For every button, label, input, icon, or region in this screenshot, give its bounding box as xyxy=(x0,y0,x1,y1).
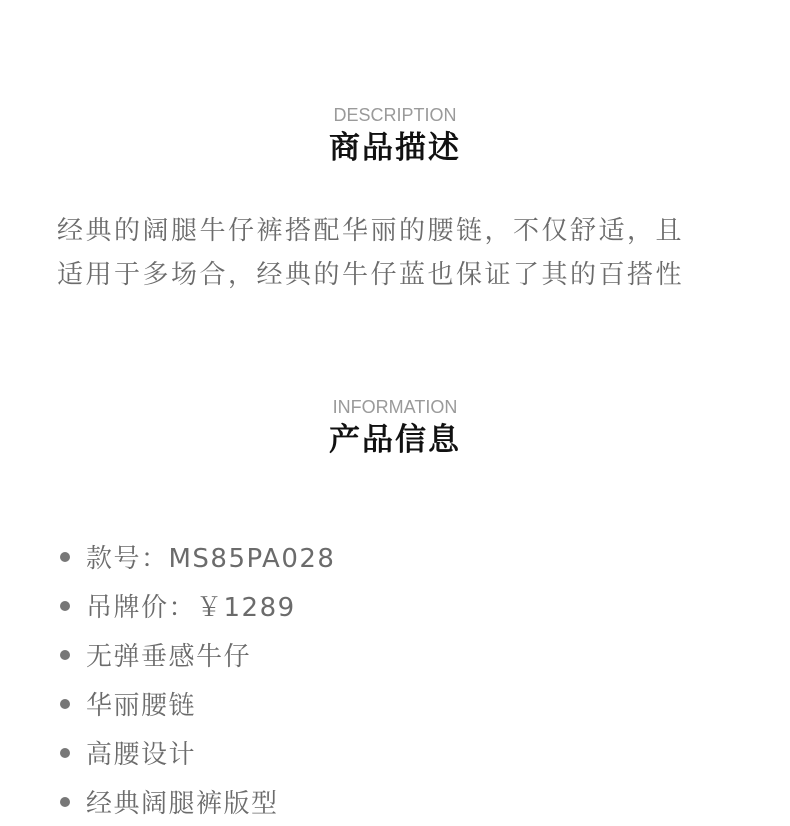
description-header xyxy=(0,104,790,168)
description-line-1: 经典的阔腿牛仔裤搭配华丽的腰链，不仅舒适，且 xyxy=(57,216,685,246)
bullet-icon xyxy=(60,650,70,660)
information-title-cn: 产品信息 xyxy=(329,422,461,458)
info-item-waist-chain: 华丽腰链 xyxy=(86,691,197,721)
bullet-icon xyxy=(60,552,70,562)
info-item-high-waist: 高腰设计 xyxy=(86,740,197,770)
product-info-list xyxy=(60,532,335,826)
list-item xyxy=(60,679,335,728)
info-item-tag-price: 吊牌价：￥1289 xyxy=(86,593,296,623)
bullet-icon xyxy=(60,699,70,709)
list-item xyxy=(60,581,335,630)
information-header xyxy=(0,396,790,460)
description-title-cn: 商品描述 xyxy=(329,130,461,166)
bullet-icon xyxy=(60,797,70,807)
info-item-fabric: 无弹垂感牛仔 xyxy=(86,642,252,672)
bullet-icon xyxy=(60,748,70,758)
description-title-en: DESCRIPTION xyxy=(333,105,457,125)
information-title-en: INFORMATION xyxy=(332,397,458,417)
info-item-cut: 经典阔腿裤版型 xyxy=(86,789,279,819)
list-item xyxy=(60,777,335,826)
list-item xyxy=(60,728,335,777)
description-text xyxy=(57,209,747,297)
list-item xyxy=(60,532,335,581)
description-line-2: 适用于多场合，经典的牛仔蓝也保证了其的百搭性 xyxy=(57,260,685,290)
list-item xyxy=(60,630,335,679)
bullet-icon xyxy=(60,601,70,611)
info-item-style-number: 款号：MS85PA028 xyxy=(86,544,336,574)
